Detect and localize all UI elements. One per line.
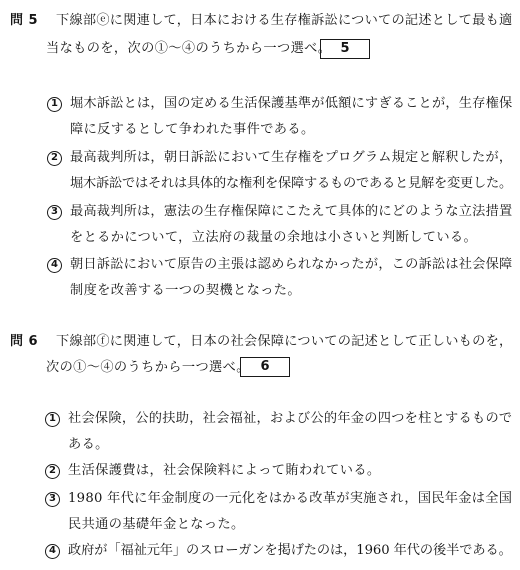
question-number: 問 5	[10, 13, 39, 28]
question-number: 問 6	[10, 334, 39, 349]
answer-box[interactable]: 5	[320, 39, 370, 59]
option-text-line-1: 社会保険，公的扶助，社会福祉，および公的年金の四つを柱とするもので	[68, 411, 513, 426]
option-text-line-2: 障に反するとして争われた事件である。	[70, 122, 315, 137]
option-text-line-2: 堀木訴訟ではそれは具体的な権利を保障するものであると見解を変更した。	[70, 176, 512, 191]
answer-box[interactable]: 6	[240, 357, 290, 377]
option-text-line-1: 堀木訴訟とは，国の定める生活保護基準が低額にすぎることが，生存権保	[70, 96, 513, 111]
option-text-line-1: 政府が「福祉元年」のスローガンを掲げたのは，1960 年代の後半である。	[68, 543, 512, 558]
option-text-line-2: ある。	[68, 437, 109, 452]
option-number-marker: 4	[47, 258, 62, 273]
option-number-marker: 1	[47, 97, 62, 112]
option-number-marker: 2	[47, 151, 62, 166]
option-text-line-2: 制度を改善する一つの契機となった。	[70, 283, 301, 298]
option-text-line-1: 朝日訴訟において原告の主張は認められなかったが，この訴訟は社会保障	[70, 257, 513, 272]
option-number-marker: 3	[47, 205, 62, 220]
option-number-marker: 2	[45, 464, 60, 479]
option-text-line-1: 1980 年代に年金制度の一元化をはかる改革が実施され，国民年金は全国	[68, 491, 513, 506]
question-stem-line-1: 下線部ⓕに関連して，日本の社会保障についての記述として正しいものを，	[56, 334, 513, 349]
option-text-line-1: 最高裁判所は，朝日訴訟において生存権をプログラム規定と解釈したが，	[70, 150, 513, 165]
question-stem-line-1: 下線部ⓔに関連して，日本における生存権訴訟についての記述として最も適	[56, 13, 513, 28]
option-number-marker: 4	[45, 544, 60, 559]
option-number-marker: 1	[45, 412, 60, 427]
option-number-marker: 3	[45, 492, 60, 507]
question-stem-line-2: 次の①～④のうちから一つ選べ。	[46, 360, 250, 375]
option-text-line-2: をとるかについて，立法府の裁量の余地は小さいと判断している。	[70, 230, 478, 245]
question-stem-line-2: 当なものを，次の①～④のうちから一つ選べ。	[46, 41, 332, 56]
option-text-line-1: 最高裁判所は，憲法の生存権保障にこたえて具体的にどのような立法措置	[70, 204, 513, 219]
option-text-line-2: 民共通の基礎年金となった。	[68, 517, 245, 532]
option-text-line-1: 生活保護費は，社会保険料によって賄われている。	[68, 463, 381, 478]
